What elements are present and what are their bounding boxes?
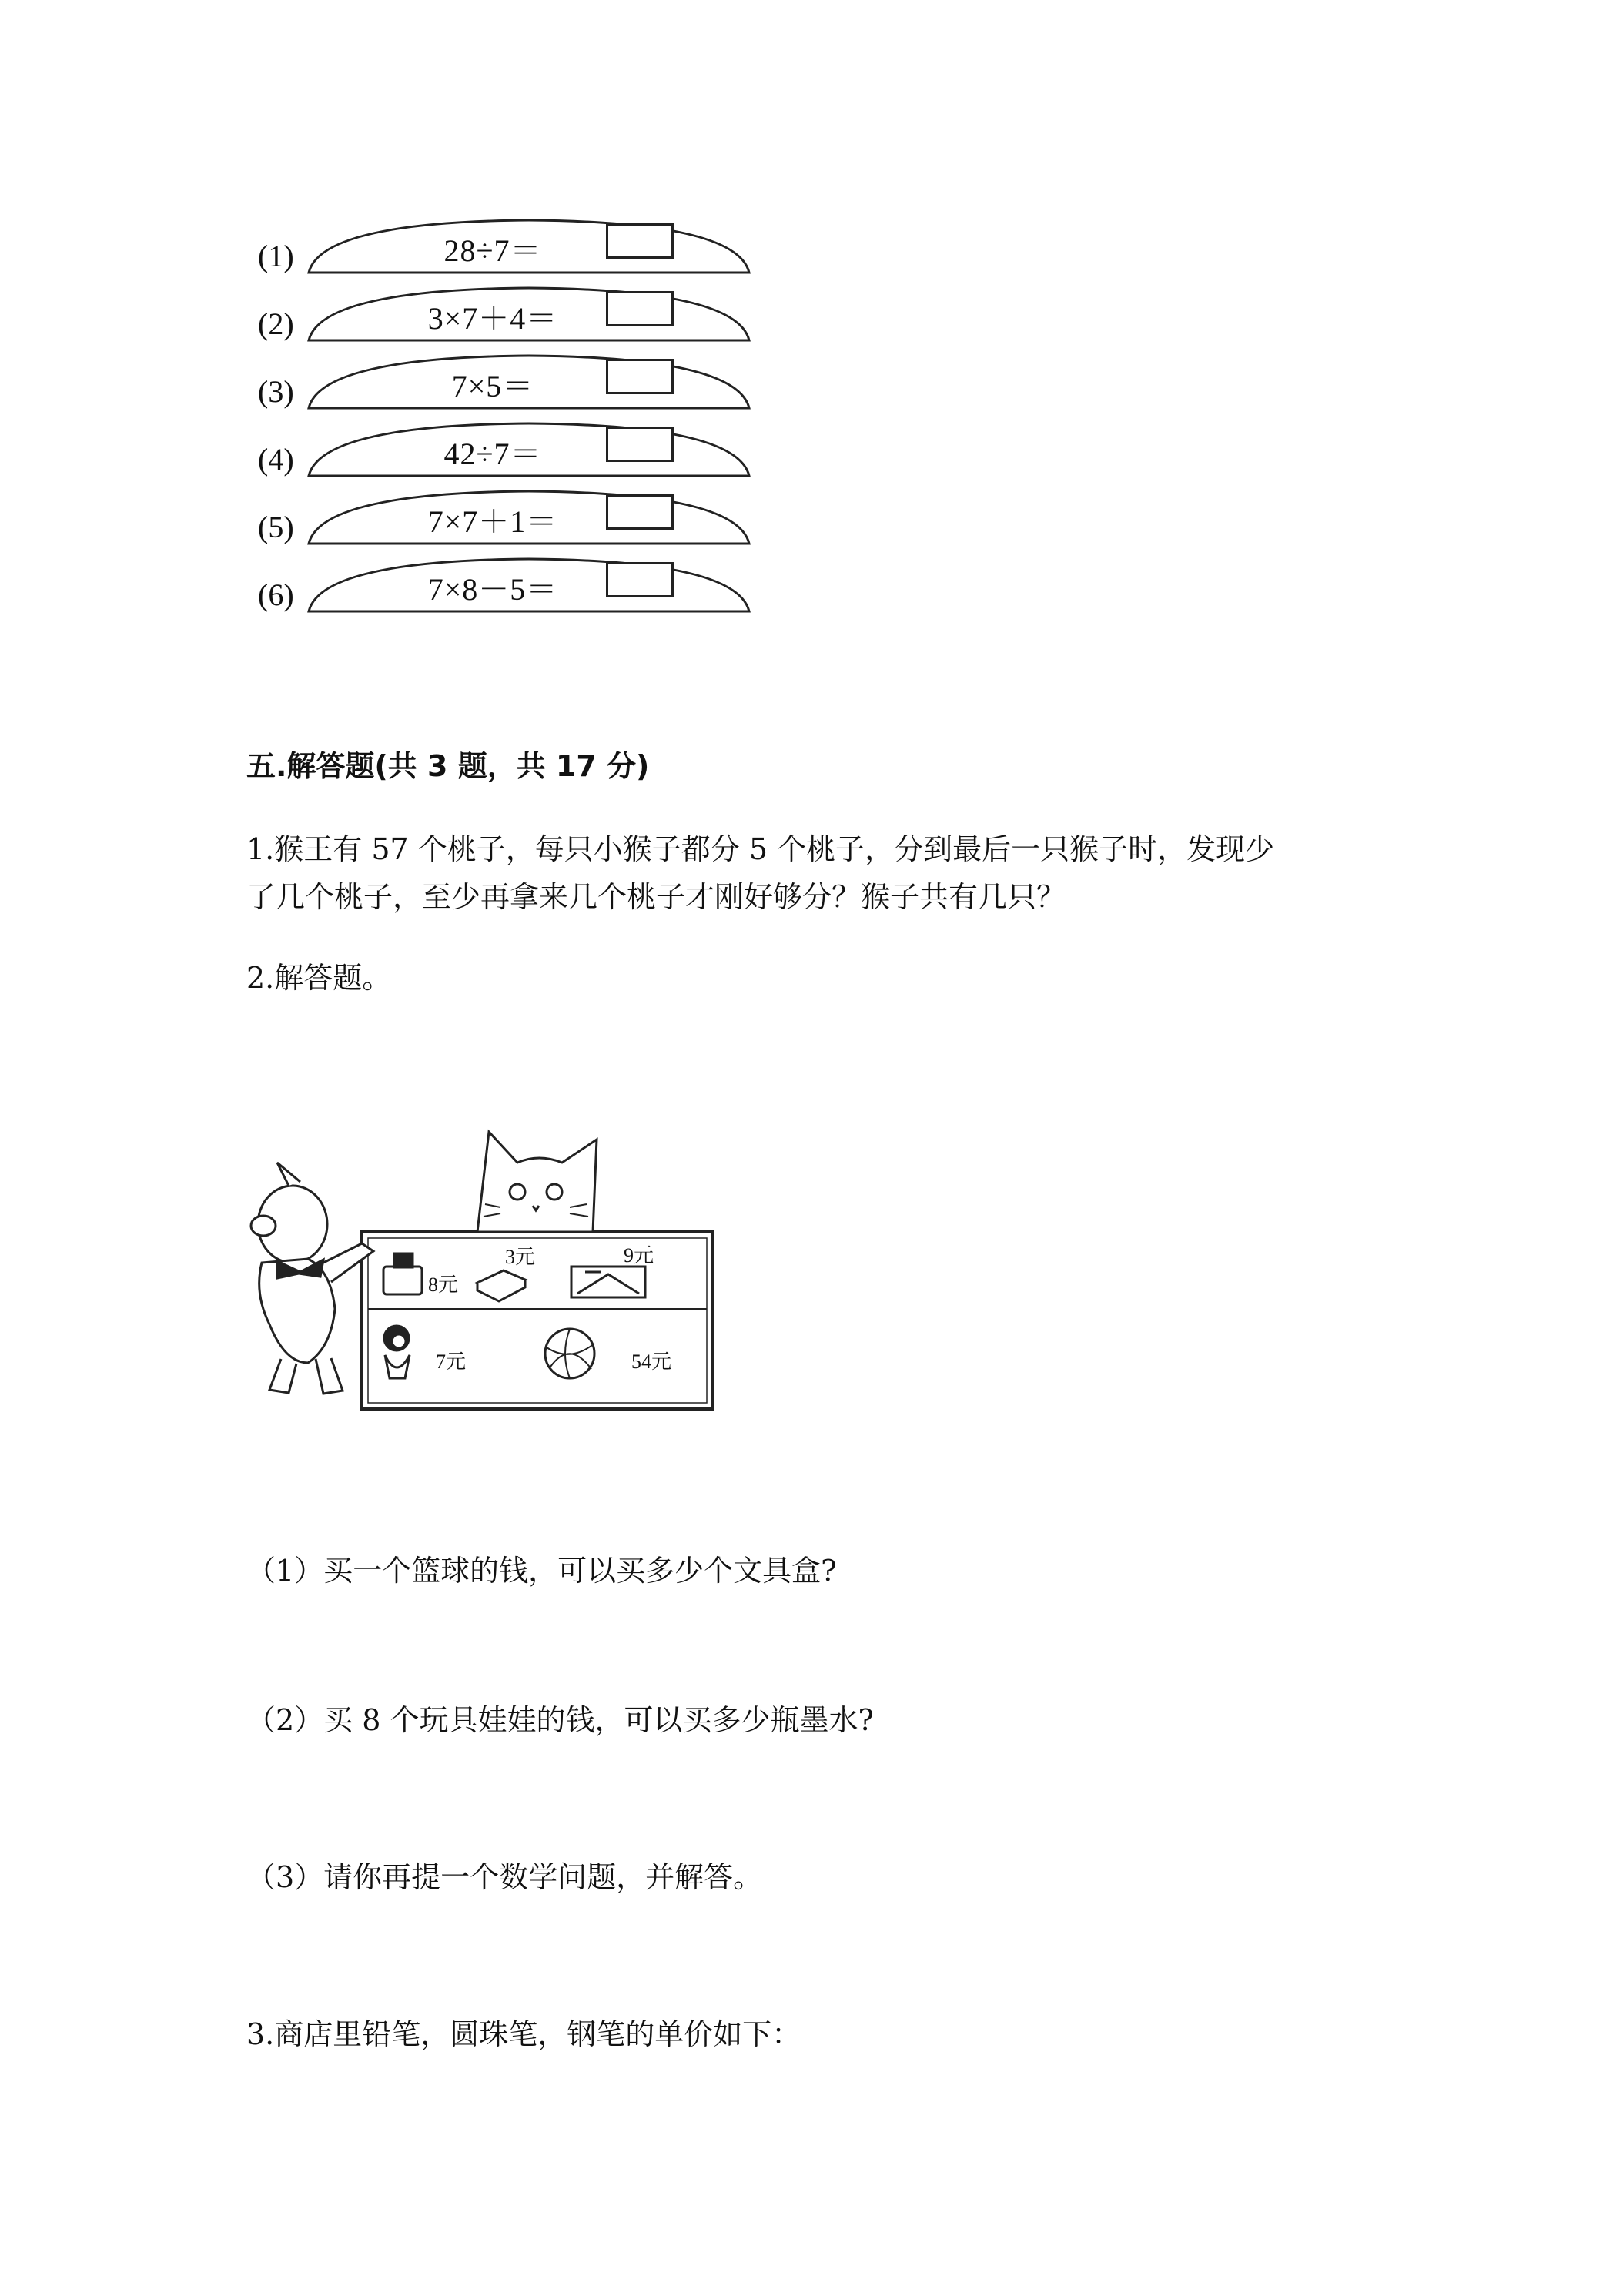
pig-icon	[251, 1163, 373, 1394]
answer-box[interactable]	[606, 494, 674, 530]
answer-box[interactable]	[606, 359, 674, 394]
exercise-expression: 28÷7＝	[443, 233, 542, 268]
question-2-title: 2.解答题。	[246, 961, 392, 995]
answer-box[interactable]	[606, 427, 674, 462]
price-board-illustration	[246, 1109, 724, 1432]
cat-icon	[477, 1132, 597, 1232]
answer-box[interactable]	[606, 223, 674, 259]
exercise-expression: 3×7＋4＝	[427, 301, 558, 336]
price-doll: 7元	[436, 1350, 467, 1373]
price-eraser: 3元	[505, 1246, 536, 1268]
question-1-line-2: 了几个桃子，至少再拿来几个桃子才刚好够分？猴子共有几只？	[246, 880, 1066, 914]
price-box: 9元	[624, 1244, 654, 1267]
exercise-expression: 7×5＝	[451, 369, 534, 403]
exercise-expression: 7×8－5＝	[427, 572, 558, 607]
answer-box[interactable]	[606, 562, 674, 597]
basketball-icon	[545, 1329, 594, 1378]
exercise-number: (5)	[258, 510, 294, 544]
section-title: 五.解答题(共 3 题，共 17 分)	[246, 749, 650, 783]
answer-box[interactable]	[606, 291, 674, 326]
exercise-row-2	[258, 282, 751, 345]
exercise-expression: 42÷7＝	[443, 437, 542, 471]
exercise-number: (6)	[258, 577, 294, 612]
exercise-number: (4)	[258, 442, 294, 477]
exercise-number: (3)	[258, 374, 294, 409]
exercise-number: (1)	[258, 239, 294, 273]
exercise-row-6	[258, 553, 751, 616]
question-3-title: 3.商店里铅笔，圆珠笔，钢笔的单价如下：	[246, 2017, 801, 2051]
illustration-drawing	[246, 1109, 724, 1432]
question-2-sub-2: （2）买 8 个玩具娃娃的钱，可以买多少瓶墨水?	[246, 1703, 874, 1737]
price-ball: 54元	[631, 1350, 672, 1373]
price-ink: 8元	[428, 1274, 459, 1296]
question-1-line-1: 1.猴王有 57 个桃子，每只小猴子都分 5 个桃子，分到最后一只猴子时，发现少	[246, 832, 1275, 866]
exercise-row-3	[258, 350, 751, 413]
exercise-number: (2)	[258, 306, 294, 341]
exercise-row-4	[258, 417, 751, 480]
exercise-row-5	[258, 485, 751, 548]
question-2-sub-3: （3）请你再提一个数学问题，并解答。	[246, 1860, 763, 1894]
exercise-row-1	[258, 214, 751, 277]
question-2-sub-1: （1）买一个篮球的钱，可以买多少个文具盒?	[246, 1554, 837, 1588]
pencil-box-icon	[571, 1267, 645, 1297]
exercise-expression: 7×7＋1＝	[427, 504, 558, 539]
